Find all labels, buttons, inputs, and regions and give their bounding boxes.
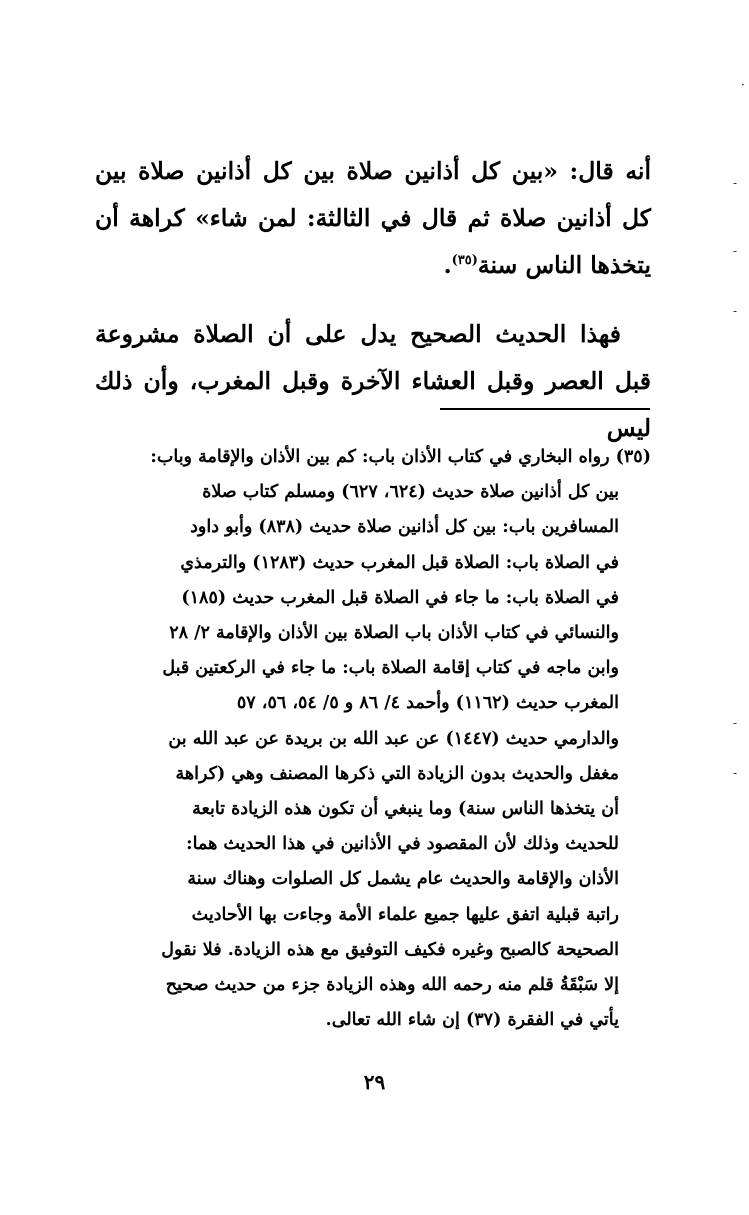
footnote-line: وابن ماجه في كتاب إقامة الصلاة باب: ما جاء في الركعتين قبل [162, 658, 619, 679]
footnote-ref: (٣٥) [451, 253, 478, 269]
footnote-line: المغرب حديث (١١٦٢) وأحمد ٤/ ٨٦ و ٥/ ٥٤، ٥٦، ٥٧ [236, 693, 619, 714]
main-text [95, 148, 651, 452]
scan-mark: - [733, 716, 738, 730]
footnote-line: راتبة قبلية اتفق عليها جميع علماء الأمة وجاءت بها الأحاديث [191, 904, 619, 925]
footnote-line: في الصلاة باب: الصلاة قبل المغرب حديث (١٢٨٣) والترمذي [180, 552, 619, 573]
page-number: ٢٩ [363, 1070, 386, 1094]
scan-mark: - [733, 766, 738, 780]
scan-mark: · [741, 78, 745, 92]
footnote-line: يأتي في الفقرة (٣٧) إن شاء الله تعالى. [325, 1010, 619, 1031]
footnote-line: في الصلاة باب: ما جاء في الصلاة قبل المغرب حديث (١٨٥) [181, 587, 619, 608]
scan-mark: - [733, 304, 738, 318]
footnote-line: للحديث وذلك لأن المقصود في الأذانين في هذا الحديث هما: [186, 834, 619, 855]
scan-mark: - [733, 176, 738, 190]
main-line: أنه قال: «بين كل أذانين صلاة بين كل أذانين صلاة بين كل [95, 157, 651, 232]
main-line: الناس سنة [477, 251, 583, 279]
footnote [100, 440, 651, 1038]
footnote-line: والنسائي في كتاب الأذان باب الصلاة بين الأذان والإقامة ٢/ ٢٨ [169, 623, 619, 644]
main-line: فهذا الحديث الصحيح يدل على أن الصلاة مشروعة قبل [95, 320, 652, 395]
footnote-divider [440, 408, 650, 410]
footnote-line: الأذان والإقامة والحديث عام يشمل كل الصلوات وهناك سنة [187, 869, 619, 890]
footnote-line: أن يتخذها الناس سنة) وما ينبغي أن تكون هذه الزيادة تابعة [192, 799, 619, 820]
footnote-line: (٣٥) رواه البخاري في كتاب الأذان باب: كم بين الأذان والإقامة وباب: [150, 447, 651, 467]
footnote-line: المسافرين باب: بين كل أذانين صلاة حديث (٨٣٨) وأبو داود [190, 517, 619, 538]
scan-mark: - [733, 244, 738, 258]
footnote-line: والدارمي حديث (١٤٤٧) عن عبد الله بن بريدة عن عبد الله بن [168, 728, 619, 749]
main-line: أذانين صلاة ثم قال في الثالثة: لمن شاء» كراهة أن يتخذها [95, 204, 651, 279]
footnote-line: إلا سَبْقَةُ قلم منه رحمه الله وهذه الزيادة جزء من حديث صحيح [165, 975, 619, 996]
main-line-end: . [443, 251, 452, 279]
footnote-line: مغفل والحديث بدون الزيادة التي ذكرها المصنف وهي (كراهة [175, 763, 619, 784]
main-line: العصر وقبل العشاء الآخرة وقبل المغرب، وأن ذلك ليس [95, 367, 651, 442]
footnote-line: الصحيحة كالصبح وغيره فكيف التوفيق مع هذه الزيادة. فلا نقول [161, 939, 619, 960]
footnote-line: بين كل أذانين صلاة حديث (٦٢٤، ٦٢٧) ومسلم كتاب صلاة [202, 482, 619, 503]
paragraph-2 [95, 311, 651, 452]
paragraph-1 [95, 148, 651, 289]
